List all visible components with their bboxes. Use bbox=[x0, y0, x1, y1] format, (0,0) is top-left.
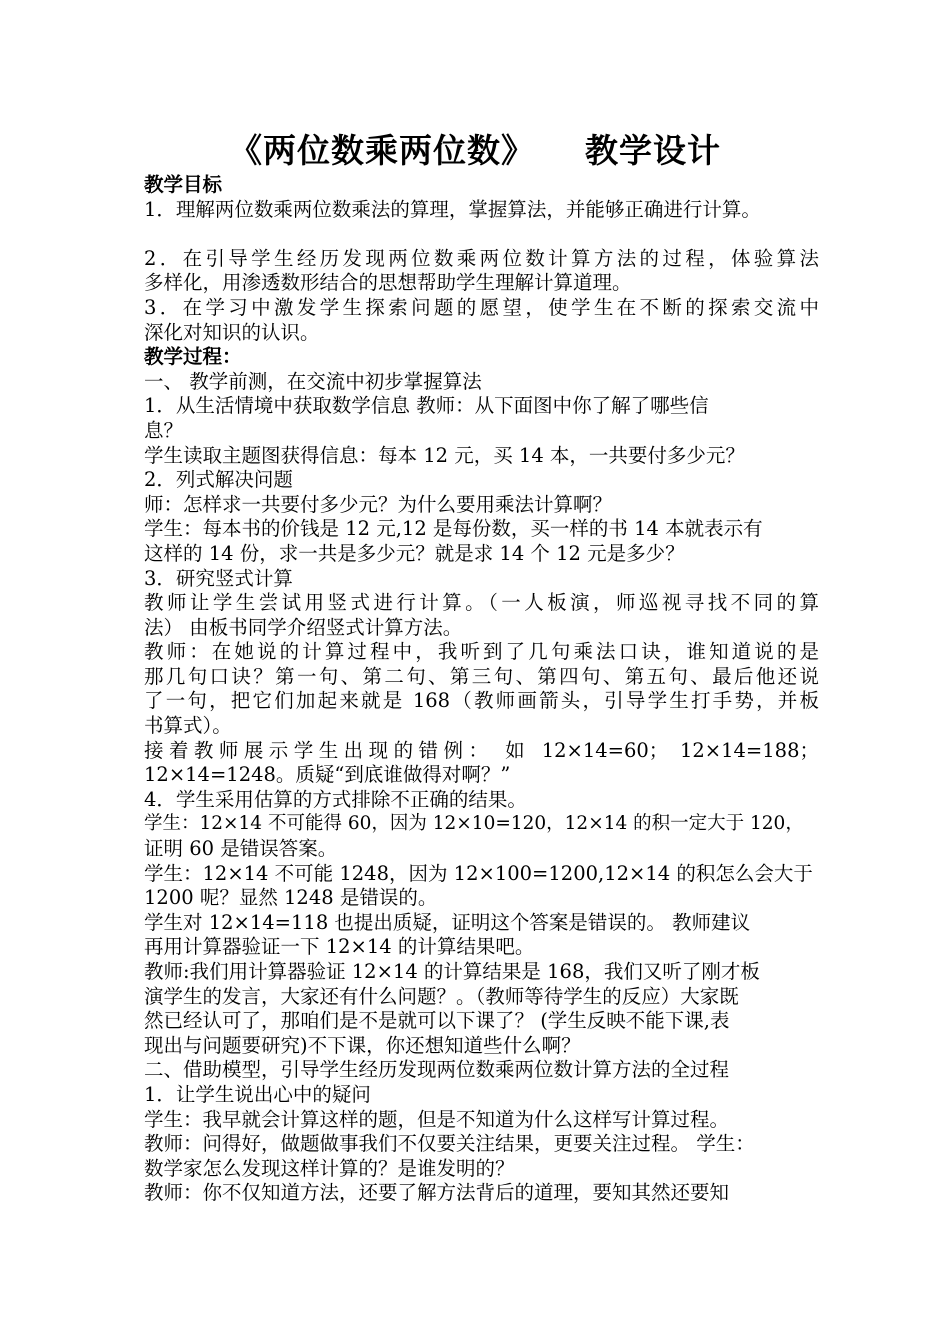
paragraph-line: 2．在引导学生经历发现两位数乘两位数计算方法的过程，体验算法 bbox=[144, 246, 819, 270]
paragraph-line: 学生：我早就会计算这样的题，但是不知道为什么这样写计算过程。 bbox=[144, 1107, 730, 1131]
paragraph-line: 那几句口诀？第一句、第二句、第三句、第四句、第五句、最后他还说 bbox=[144, 664, 819, 688]
paragraph-line: 二、借助模型，引导学生经历发现两位数乘两位数计算方法的全过程 bbox=[144, 1058, 730, 1082]
paragraph-line: 了一句，把它们加起来就是 168（教师画箭头，引导学生打手势，并板 bbox=[144, 689, 819, 713]
paragraph-line: 教师:我们用计算器验证 12×14 的计算结果是 168，我们又听了刚才板 bbox=[144, 960, 760, 983]
document-body bbox=[144, 173, 819, 1206]
paragraph-line: 教师：在她说的计算过程中，我听到了几句乘法口诀，谁知道说的是 bbox=[144, 640, 819, 664]
paragraph-line: 息？ bbox=[144, 418, 184, 442]
paragraph-line: 再用计算器验证一下 12×14 的计算结果吧。 bbox=[144, 935, 535, 959]
paragraph-line: 法） 由板书同学介绍竖式计算方法。 bbox=[144, 615, 463, 639]
paragraph-line: 4．学生采用估算的方式排除不正确的结果。 bbox=[144, 787, 527, 811]
paragraph-line: 学生对 12×14=118 也提出质疑，证明这个答案是错误的。 教师建议 bbox=[144, 910, 751, 934]
paragraph-line: 演学生的发言，大家还有什么问题？。（教师等待学生的反应）大家既 bbox=[144, 984, 739, 1008]
paragraph-line: 现出与问题要研究)不下课，你还想知道些什么啊？ bbox=[144, 1033, 581, 1057]
paragraph-line: 12×14=1248。质疑“到底谁做得对啊？” bbox=[144, 763, 511, 787]
paragraph-line: 2．列式解决问题 bbox=[144, 468, 293, 492]
paragraph-line: 然已经认可了，那咱们是不是就可以下课了？ (学生反映不能下课,表 bbox=[144, 1009, 730, 1033]
paragraph-line: 3．研究竖式计算 bbox=[144, 566, 293, 590]
paragraph-line: 1．让学生说出心中的疑问 bbox=[144, 1082, 371, 1106]
paragraph-line: 学生：12×14 不可能 1248，因为 12×100=1200,12×14 的积怎么会大于 bbox=[144, 861, 813, 885]
paragraph-line: 1200 呢？显然 1248 是错误的。 bbox=[144, 886, 438, 910]
paragraph-line: 数学家怎么发现这样计算的？是谁发明的？ bbox=[144, 1156, 515, 1180]
paragraph-line: 教师让学生尝试用竖式进行计算。（一人板演，师巡视寻找不同的算 bbox=[144, 591, 819, 615]
document-title: 《两位数乘两位数》 教学设计 bbox=[229, 131, 721, 170]
paragraph-line: 学生：12×14 不可能得 60，因为 12×10=120，12×14 的积一定大于 120， bbox=[144, 813, 804, 835]
paragraph-line: 证明 60 是错误答案。 bbox=[144, 837, 338, 861]
section-heading-goals: 教学目标 bbox=[144, 173, 223, 196]
paragraph-line: 一、 教学前测，在交流中初步掌握算法 bbox=[144, 369, 482, 393]
section-heading-process: 教学过程： bbox=[144, 345, 242, 369]
paragraph-line: 多样化，用渗透数形结合的思想帮助学生理解计算道理。 bbox=[144, 271, 632, 295]
paragraph-line: 这样的 14 份，求一共是多少元？就是求 14 个 12 元是多少？ bbox=[144, 541, 685, 565]
paragraph-line: 学生读取主题图获得信息：每本 12 元，买 14 本，一共要付多少元？ bbox=[144, 443, 745, 467]
paragraph-line: 接着教师展示学生出现的错例： 如 12×14=60； 12×14=188； bbox=[144, 738, 819, 762]
paragraph-line: 学生：每本书的价钱是 12 元,12 是每份数，买一样的书 14 本就表示有 bbox=[144, 517, 763, 541]
paragraph-line: 师：怎样求一共要付多少元？为什么要用乘法计算啊？ bbox=[144, 492, 613, 516]
paragraph-line: 教师：你不仅知道方法，还要了解方法背后的道理，要知其然还要知 bbox=[144, 1181, 730, 1205]
paragraph-line: 3．在学习中激发学生探索问题的愿望，使学生在不断的探索交流中 bbox=[144, 295, 819, 319]
paragraph-line: 书算式）。 bbox=[144, 714, 232, 738]
paragraph-line: 1．理解两位数乘两位数乘法的算理，掌握算法，并能够正确进行计算。 bbox=[144, 197, 761, 221]
paragraph-line: 深化对知识的认识。 bbox=[144, 320, 320, 344]
paragraph-line: 1．从生活情境中获取数学信息 教师：从下面图中你了解了哪些信 bbox=[144, 394, 709, 418]
blank-line bbox=[144, 222, 819, 247]
paragraph-line: 教师：问得好，做题做事我们不仅要关注结果，更要关注过程。 学生： bbox=[144, 1132, 755, 1156]
